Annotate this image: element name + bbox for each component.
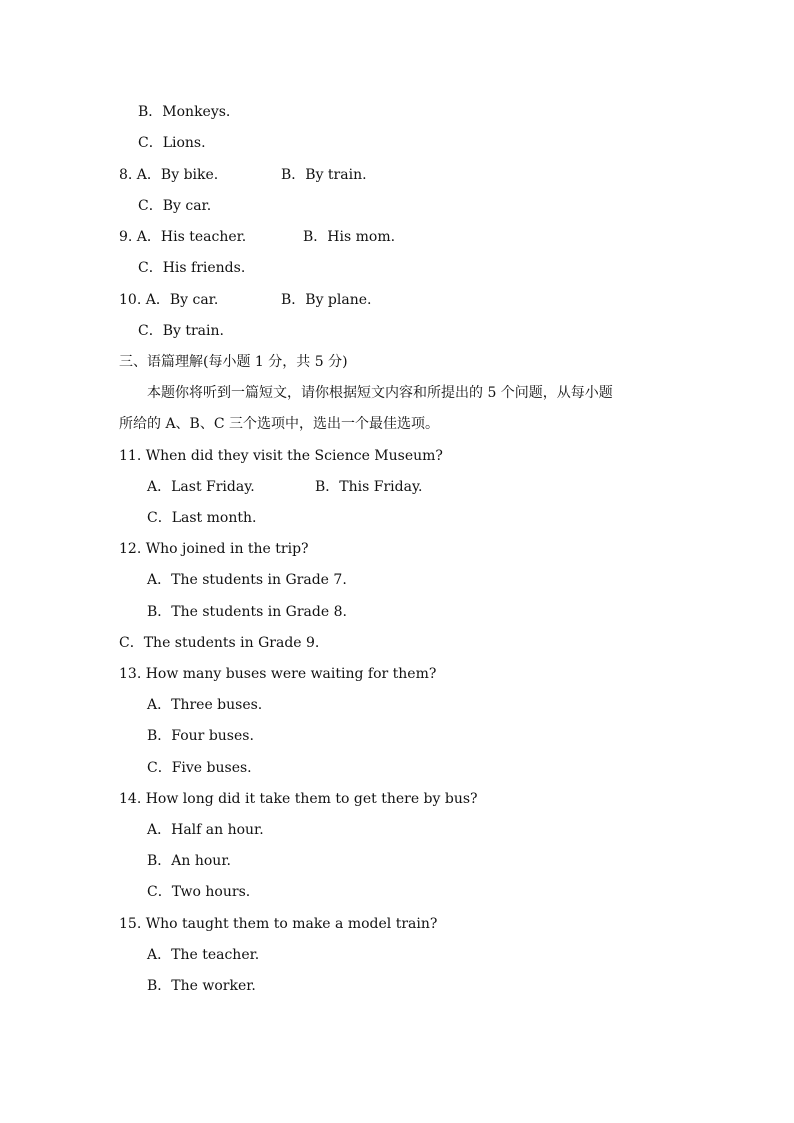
- section-heading: 三、语篇理解(每小题 1 分，共 5 分): [119, 354, 348, 370]
- q12-option-b: B．The students in Grade 8.: [147, 604, 347, 620]
- instruction-line-1: 本题你将听到一篇短文，请你根据短文内容和所提出的 5 个问题，从每小题: [147, 385, 613, 401]
- q14-question: 14. How long did it take them to get there by bus?: [119, 791, 478, 807]
- q15-option-a: A．The teacher.: [147, 947, 260, 963]
- q14-option-b: B．An hour.: [147, 853, 231, 869]
- q10-option-b: B．By plane.: [281, 292, 372, 308]
- q11-option-b: B．This Friday.: [315, 479, 423, 495]
- q8-option-c: C．By car.: [138, 198, 212, 214]
- q15-question: 15. Who taught them to make a model train?: [119, 916, 438, 932]
- q13-option-b: B．Four buses.: [147, 728, 254, 744]
- q12-option-a: A．The students in Grade 7.: [147, 572, 347, 588]
- q13-option-a: A．Three buses.: [147, 697, 263, 713]
- q9-option-a: 9. A．His teacher.: [119, 229, 247, 245]
- q11-option-c: C．Last month.: [147, 510, 257, 526]
- q14-option-c: C．Two hours.: [147, 884, 251, 900]
- instruction-line-2: 所给的 A、B、C 三个选项中，选出一个最佳选项。: [119, 416, 440, 432]
- q8-option-b: B．By train.: [281, 167, 367, 183]
- q13-question: 13. How many buses were waiting for them?: [119, 666, 437, 682]
- q9-option-c: C．His friends.: [138, 260, 246, 276]
- q7-option-b: B．Monkeys.: [138, 104, 231, 120]
- q10-option-a: 10. A．By car.: [119, 292, 219, 308]
- q10-option-c: C．By train.: [138, 323, 224, 339]
- q12-option-c: C．The students in Grade 9.: [119, 635, 320, 651]
- q14-option-a: A．Half an hour.: [147, 822, 264, 838]
- q11-question: 11. When did they visit the Science Museum?: [119, 448, 443, 464]
- q8-option-a: 8. A．By bike.: [119, 167, 219, 183]
- q9-option-b: B．His mom.: [303, 229, 396, 245]
- q15-option-b: B．The worker.: [147, 978, 256, 994]
- q12-question: 12. Who joined in the trip?: [119, 541, 309, 557]
- q7-option-c: C．Lions.: [138, 135, 206, 151]
- q13-option-c: C．Five buses.: [147, 760, 252, 776]
- q11-option-a: A．Last Friday.: [147, 479, 255, 495]
